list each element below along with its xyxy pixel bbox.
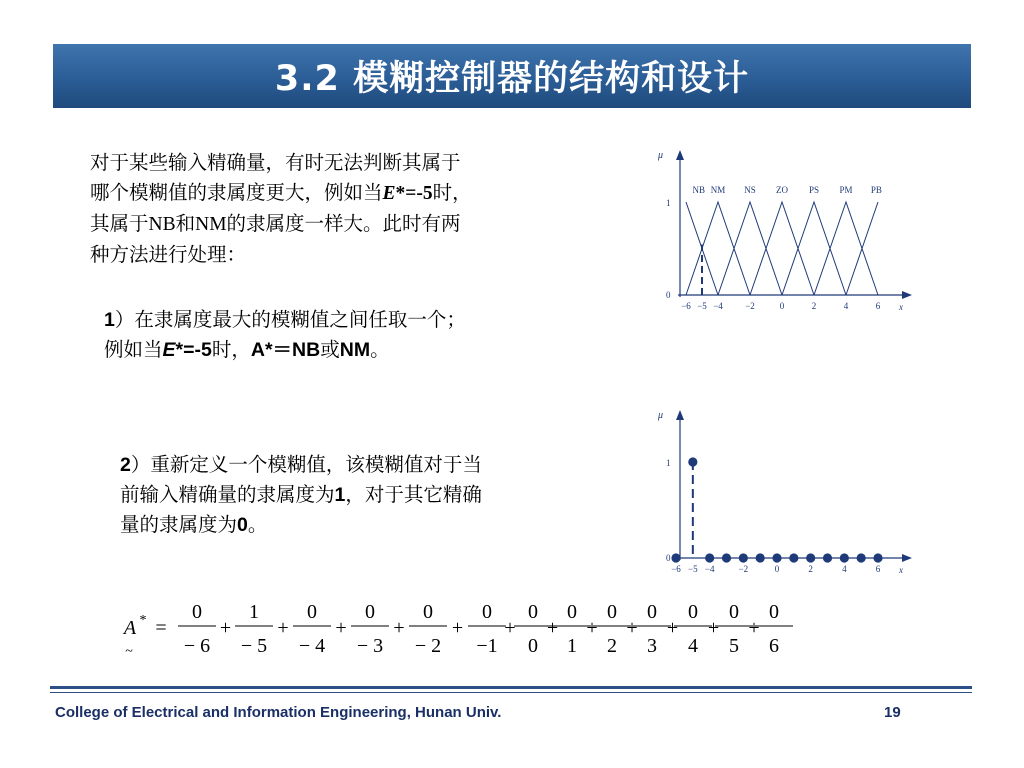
method-1-paragraph bbox=[104, 305, 584, 365]
formula-denominator: − 5 bbox=[240, 635, 268, 657]
x-tick-label: 4 bbox=[842, 564, 847, 574]
x-tick-label: 0 bbox=[774, 564, 780, 574]
formula-numerator: 0 bbox=[528, 601, 538, 623]
formula-numerator: 0 bbox=[647, 601, 657, 623]
formula-denominator: 4 bbox=[688, 635, 698, 657]
y-axis-arrow bbox=[676, 410, 684, 420]
membership-line-zo bbox=[750, 202, 814, 295]
formula-plus: + bbox=[335, 617, 347, 639]
x-tick-label: 2 bbox=[808, 564, 813, 574]
membership-function-chart bbox=[640, 140, 920, 320]
formula-numerator: 0 bbox=[192, 601, 202, 623]
y-axis-label: μ bbox=[658, 410, 664, 421]
membership-line-ns bbox=[718, 202, 782, 295]
y-axis-label: μ bbox=[658, 150, 664, 161]
formula-denominator: −1 bbox=[476, 635, 498, 657]
method-1-line-2: 例如当E*=-5时，A*＝NB或NM。 bbox=[104, 338, 390, 361]
x-tick-label: 2 bbox=[811, 301, 817, 311]
membership-line-ps bbox=[782, 202, 846, 295]
x-tick-label: −6 bbox=[671, 564, 681, 574]
formula-plus: + bbox=[504, 617, 516, 639]
formula-star: * bbox=[139, 613, 147, 628]
y-tick-label: 0 bbox=[666, 290, 671, 300]
singleton-fuzzy-chart bbox=[640, 400, 920, 580]
data-point bbox=[840, 553, 849, 562]
intro-line-2: 哪个模糊值的隶属度更大，例如当E*=-5时， bbox=[90, 181, 472, 204]
formula-equals: = bbox=[155, 617, 167, 639]
x-tick-label: −4 bbox=[713, 301, 723, 311]
formula-numerator: 0 bbox=[482, 601, 492, 623]
legend-nm: NM bbox=[710, 185, 726, 195]
x-axis-label: x bbox=[899, 565, 903, 575]
formula-denominator: − 3 bbox=[356, 635, 384, 657]
legend-nb: NB bbox=[692, 185, 706, 195]
x-axis-arrow bbox=[902, 554, 912, 562]
y-axis-arrow bbox=[676, 150, 684, 160]
formula-denominator: 5 bbox=[729, 635, 739, 657]
legend-ns: NS bbox=[744, 185, 756, 195]
formula-numerator: 0 bbox=[688, 601, 698, 623]
formula-lhs: A bbox=[123, 617, 137, 639]
x-tick-label: 4 bbox=[843, 301, 849, 311]
formula-numerator: 0 bbox=[567, 601, 577, 623]
data-point bbox=[688, 457, 697, 466]
data-point bbox=[671, 553, 680, 562]
membership-line-pm bbox=[814, 202, 878, 295]
intro-line-1: 对于某些输入精确量，有时无法判断其属于 bbox=[90, 151, 461, 174]
method-2-line-1: 2）重新定义一个模糊值，该模糊值对于当 bbox=[120, 453, 482, 476]
method-2-line-3: 量的隶属度为0。 bbox=[120, 513, 268, 536]
formula-denominator: − 2 bbox=[414, 635, 442, 657]
x-tick-label: −6 bbox=[681, 301, 691, 311]
formula-plus: + bbox=[277, 617, 289, 639]
legend-zo: ZO bbox=[776, 185, 788, 195]
x-tick-label: −2 bbox=[745, 301, 755, 311]
method-1-line-1: 1）在隶属度最大的模糊值之间任取一个； bbox=[104, 308, 466, 331]
data-point bbox=[823, 553, 832, 562]
membership-line-nm bbox=[686, 202, 750, 295]
formula-numerator: 0 bbox=[769, 601, 779, 623]
formula-numerator: 0 bbox=[729, 601, 739, 623]
x-tick-label: 6 bbox=[875, 564, 881, 574]
formula-denominator: − 6 bbox=[183, 635, 211, 657]
formula-plus: + bbox=[219, 617, 232, 639]
formula-plus: + bbox=[393, 617, 405, 639]
method-2-line-2: 前输入精确量的隶属度为1，对于其它精确 bbox=[120, 483, 482, 506]
formula-denominator: 0 bbox=[528, 635, 538, 657]
data-point bbox=[873, 553, 882, 562]
x-axis-arrow bbox=[902, 291, 912, 299]
y-tick-label: 0 bbox=[666, 553, 671, 563]
x-tick-label: 0 bbox=[779, 301, 785, 311]
formula-plus: + bbox=[666, 617, 679, 639]
formula-numerator: 0 bbox=[365, 601, 375, 623]
formula-numerator: 1 bbox=[249, 601, 259, 623]
data-point bbox=[806, 553, 815, 562]
x-axis-label: x bbox=[899, 302, 903, 312]
formula-plus: + bbox=[586, 617, 598, 639]
x-tick-label: 6 bbox=[875, 301, 881, 311]
data-point bbox=[772, 553, 781, 562]
page-number: 19 bbox=[884, 704, 901, 721]
formula-tilde: ~ bbox=[125, 644, 133, 659]
method-2-paragraph bbox=[120, 450, 600, 540]
footer-institution: College of Electrical and Information Engineering, Hunan Univ. bbox=[55, 704, 502, 721]
formula-denominator: 2 bbox=[607, 635, 617, 657]
formula-denominator: 6 bbox=[769, 635, 779, 657]
formula-plus: + bbox=[451, 617, 464, 639]
formula-numerator: 0 bbox=[607, 601, 617, 623]
footer-divider bbox=[50, 686, 972, 693]
legend-pm: PM bbox=[839, 185, 853, 195]
data-point bbox=[756, 553, 765, 562]
fuzzy-set-formula bbox=[110, 592, 810, 662]
data-point bbox=[705, 553, 714, 562]
formula-plus: + bbox=[748, 617, 760, 639]
legend-ps: PS bbox=[808, 185, 820, 195]
y-tick-label: 1 bbox=[666, 458, 671, 468]
formula-denominator: − 4 bbox=[298, 635, 326, 657]
data-point bbox=[789, 553, 798, 562]
formula-numerator: 0 bbox=[307, 601, 317, 623]
intro-line-4: 种方法进行处理： bbox=[90, 243, 247, 266]
data-point bbox=[722, 553, 731, 562]
formula-denominator: 1 bbox=[567, 635, 577, 657]
x-tick-label: −4 bbox=[704, 564, 715, 574]
data-point bbox=[857, 553, 866, 562]
y-tick-label: 1 bbox=[666, 198, 671, 208]
formula-numerator: 0 bbox=[423, 601, 433, 623]
legend-pb: PB bbox=[870, 185, 882, 195]
intro-line-3: 其属于NB和NM的隶属度一样大。此时有两 bbox=[90, 212, 461, 235]
intro-paragraph bbox=[90, 148, 590, 270]
x-tick-label: −5 bbox=[688, 564, 698, 574]
formula-plus: + bbox=[707, 617, 720, 639]
formula-denominator: 3 bbox=[647, 635, 657, 657]
title-bar bbox=[53, 44, 971, 108]
x-tick-label: −5 bbox=[697, 301, 707, 311]
formula-plus: + bbox=[546, 617, 559, 639]
slide-title: 3.2 模糊控制器的结构和设计 bbox=[274, 59, 750, 99]
x-tick-label: −2 bbox=[738, 564, 749, 574]
formula-plus: + bbox=[626, 617, 638, 639]
data-point bbox=[739, 553, 748, 562]
